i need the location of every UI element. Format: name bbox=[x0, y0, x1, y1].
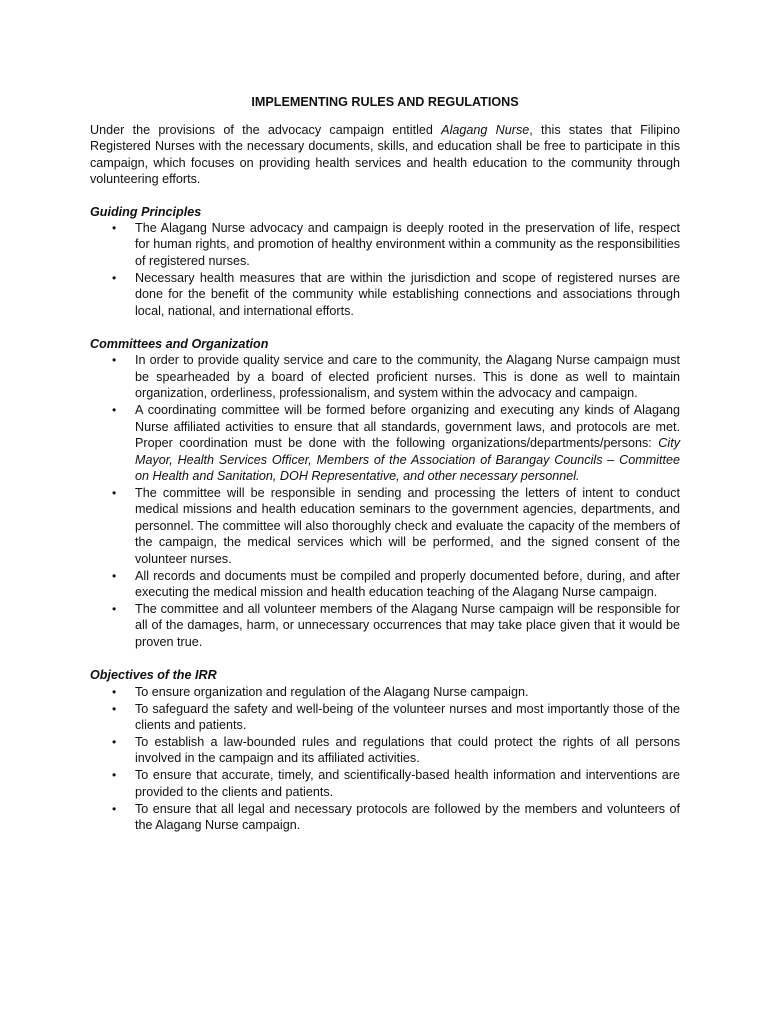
committee-item bbox=[90, 352, 680, 401]
bullet-icon: • bbox=[112, 734, 117, 749]
list-item-text: All records and documents must be compiled and properly documented before, during, and after executing the medical mission and health education teaching of the Alagang Nurse campaign. bbox=[135, 568, 680, 599]
list-item-text: In order to provide quality service and care to the community, the Alagang Nurse campaign must be spearheaded by a board of elected proficient nurses. This is done as well to maintain organization, orderliness, professionalism, and system within the advocacy and campaign. bbox=[135, 353, 680, 401]
bullet-icon: • bbox=[112, 270, 117, 285]
committee-item bbox=[90, 568, 680, 601]
committees-heading: Committees and Organization bbox=[90, 337, 269, 352]
intro-text-start: Under the provisions of the advocacy campaign entitled bbox=[90, 123, 442, 137]
coordination-partners: City Mayor, Health Services Officer, Members of the Association of Barangay Councils – Committee on Health and Sanitation, DOH Representative, and other necessary personnel. bbox=[135, 436, 680, 483]
guiding-principles-heading: Guiding Principles bbox=[90, 204, 202, 219]
committee-item bbox=[90, 402, 680, 484]
campaign-name: Alagang Nurse bbox=[441, 123, 530, 137]
bullet-icon: • bbox=[112, 221, 117, 236]
bullet-icon: • bbox=[112, 801, 117, 816]
guiding-principles-list bbox=[90, 220, 680, 319]
list-item-text: To safeguard the safety and well-being of the volunteer nurses and most importantly those of the clients and patients. bbox=[135, 701, 680, 732]
list-item-text: A coordinating committee will be formed before organizing and executing any kinds of Alagang Nurse affiliated activities to ensure that all standards, government laws, and protocols are met. Proper coordination must be done with the following organizations/departments/persons: bbox=[135, 403, 680, 451]
guiding-principle-item bbox=[90, 220, 680, 269]
bullet-icon: • bbox=[112, 485, 117, 500]
list-item-text: The committee and all volunteer members of the Alagang Nurse campaign will be responsible for all of the damages, harm, or unnecessary occurrences that may take place given that it would be proven true. bbox=[135, 601, 680, 649]
objective-item bbox=[90, 734, 680, 767]
objectives-heading: Objectives of the IRR bbox=[90, 668, 217, 683]
list-item-text: To ensure that all legal and necessary protocols are followed by the members and volunteers of the Alagang Nurse campaign. bbox=[135, 801, 680, 833]
objective-item bbox=[90, 767, 680, 800]
committee-item bbox=[90, 485, 680, 567]
list-item-text: Necessary health measures that are within the jurisdiction and scope of registered nurses are done for the benefit of the community while establishing connections and associations through local, national, and international efforts. bbox=[135, 270, 680, 318]
intro-paragraph bbox=[90, 122, 680, 188]
intro-text-end: , this states that Filipino Registered Nurses with the necessary documents, skills, and education shall be free to participate in this campaign, which focuses on providing health services and health education to the community through volunteering efforts. bbox=[90, 123, 680, 187]
list-item-text: The committee will be responsible in sending and processing the letters of intent to conduct medical missions and health education seminars to the government agencies, departments, and personnel. The committee will also thoroughly check and evaluate the capacity of the members of the campaign, the medical services which will be performed, and the signed consent of the volunteer nurses. bbox=[135, 485, 680, 566]
objective-item bbox=[90, 684, 680, 700]
bullet-icon: • bbox=[112, 353, 117, 368]
list-item-text: To ensure that accurate, timely, and scientifically-based health information and interventions are provided to the clients and patients. bbox=[135, 768, 680, 799]
list-item-text: The Alagang Nurse advocacy and campaign is deeply rooted in the preservation of life, respect for human rights, and promotion of healthy environment within a community as the responsibilities of registered nurses. bbox=[135, 221, 680, 268]
committees-list bbox=[90, 352, 680, 650]
objective-item bbox=[90, 701, 680, 734]
committee-item bbox=[90, 601, 680, 650]
bullet-icon: • bbox=[112, 701, 117, 716]
bullet-icon: • bbox=[112, 568, 117, 583]
bullet-icon: • bbox=[112, 684, 117, 699]
bullet-icon: • bbox=[112, 403, 117, 418]
list-item-text: To ensure organization and regulation of the Alagang Nurse campaign. bbox=[135, 684, 529, 699]
objective-item bbox=[90, 801, 680, 834]
bullet-icon: • bbox=[112, 768, 117, 783]
objectives-list bbox=[90, 684, 680, 834]
guiding-principle-item bbox=[90, 270, 680, 319]
document-title: IMPLEMENTING RULES AND REGULATIONS bbox=[251, 95, 519, 109]
bullet-icon: • bbox=[112, 601, 117, 616]
list-item-text: To establish a law-bounded rules and regulations that could protect the rights of all persons involved in the campaign and its affiliated activities. bbox=[135, 734, 680, 766]
